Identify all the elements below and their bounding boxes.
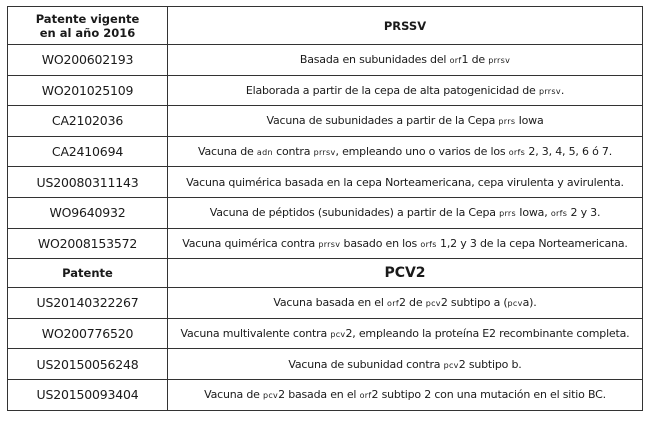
patent-number: US20140322267 <box>8 288 168 319</box>
small-caps-abbrev: orfs <box>420 239 437 249</box>
table-row <box>8 349 643 380</box>
patent-number: CA2410694 <box>8 136 168 167</box>
small-caps-abbrev: pcv <box>330 330 346 340</box>
small-caps-abbrev: prrsv <box>313 148 336 158</box>
patent-description: Vacuna de péptidos (subunidades) a partir de la Cepa prrs Iowa, orfs 2 y 3. <box>168 197 643 228</box>
header-prrsv: PRSSV <box>168 7 643 45</box>
header-patente: Patente <box>8 259 168 288</box>
header-row-prrsv <box>8 7 643 45</box>
small-caps-abbrev: orfs <box>508 148 526 158</box>
patent-description: Elaborada a partir de la cepa de alta patogenicidad de prrsv. <box>168 75 643 106</box>
small-caps-abbrev: prrs <box>499 209 516 219</box>
patent-number: US20150056248 <box>8 349 168 380</box>
patent-number: CA2102036 <box>8 106 168 137</box>
table-row <box>8 318 643 349</box>
patent-description: Vacuna de subunidades a partir de la Cepa prrs Iowa <box>168 106 643 137</box>
patent-description: Vacuna quimérica contra prrsv basado en los orfs 1,2 y 3 de la cepa Norteamericana. <box>168 228 643 259</box>
table-row <box>8 106 643 137</box>
small-caps-abbrev: pcv <box>425 299 441 309</box>
table-row <box>8 167 643 198</box>
table-row <box>8 136 643 167</box>
small-caps-abbrev: orf <box>449 56 462 66</box>
small-caps-abbrev: adn <box>256 148 273 158</box>
patent-table-body <box>8 7 643 411</box>
small-caps-abbrev: prrs <box>498 117 516 127</box>
header-patente-vigente-label: Patente vigente en al año 2016 <box>35 11 140 40</box>
small-caps-abbrev: prrsv <box>488 56 511 66</box>
table-row <box>8 75 643 106</box>
patent-number: WO201025109 <box>8 75 168 106</box>
table-row <box>8 45 643 76</box>
small-caps-abbrev: prrsv <box>538 86 561 96</box>
patent-number: WO2008153572 <box>8 228 168 259</box>
patent-description: Basada en subunidades del orf1 de prrsv <box>168 45 643 76</box>
small-caps-abbrev: orf <box>359 391 372 401</box>
patent-number: WO9640932 <box>8 197 168 228</box>
patent-description: Vacuna basada en el orf2 de pcv2 subtipo a (pcva). <box>168 288 643 319</box>
patent-table <box>7 6 643 411</box>
header-patente-vigente <box>8 7 168 45</box>
small-caps-abbrev: pcv <box>262 391 279 401</box>
small-caps-abbrev: pcv <box>443 360 459 370</box>
table-row <box>8 379 643 410</box>
patent-description: Vacuna multivalente contra pcv2, empleando la proteína E2 recombinante completa. <box>168 318 643 349</box>
header-pcv2: PCV2 <box>168 259 643 288</box>
patent-description: Vacuna de subunidad contra pcv2 subtipo b. <box>168 349 643 380</box>
small-caps-abbrev: pcv <box>507 299 523 309</box>
patent-number: WO200602193 <box>8 45 168 76</box>
small-caps-abbrev: orfs <box>550 209 568 219</box>
patent-number: WO200776520 <box>8 318 168 349</box>
table-row <box>8 288 643 319</box>
patent-description: Vacuna de adn contra prrsv, empleando uno o varios de los orfs 2, 3, 4, 5, 6 ó 7. <box>168 136 643 167</box>
header-row-pcv2 <box>8 259 643 288</box>
patent-number: US20080311143 <box>8 167 168 198</box>
table-row <box>8 197 643 228</box>
patent-description: Vacuna quimérica basada en la cepa Norteamericana, cepa virulenta y avirulenta. <box>168 167 643 198</box>
small-caps-abbrev: orf <box>387 299 399 309</box>
patent-description: Vacuna de pcv2 basada en el orf2 subtipo 2 con una mutación en el sitio BC. <box>168 379 643 410</box>
small-caps-abbrev: prrsv <box>318 239 341 249</box>
patent-number: US20150093404 <box>8 379 168 410</box>
table-row <box>8 228 643 259</box>
